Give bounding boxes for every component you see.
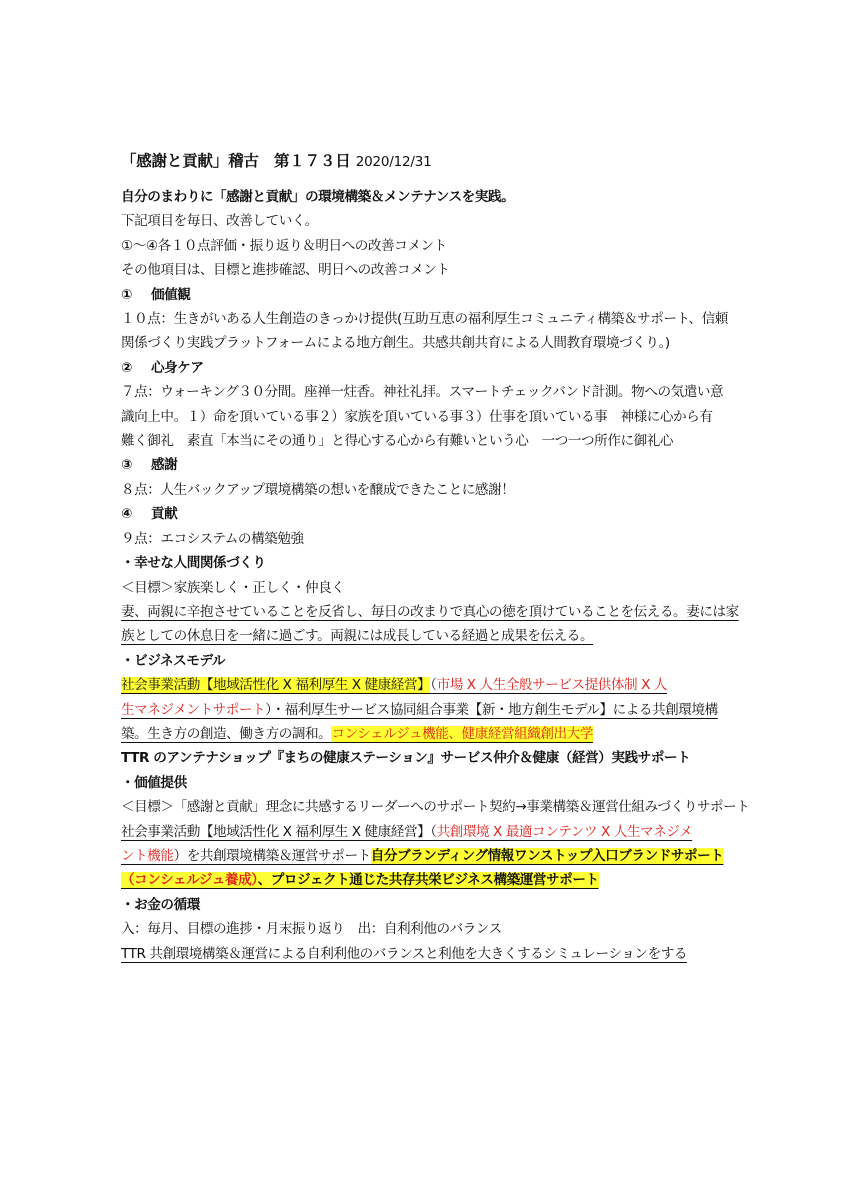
- relations-goal: ＜目標＞家族楽しく・正しく・仲良く: [121, 579, 345, 596]
- value-line-1: [121, 820, 733, 844]
- value-text-1: 社会事業活動【地域活性化 X 福利厚生 X 健康経営】（: [121, 823, 437, 840]
- relations-text-1: 妻、両親に辛抱させていることを反省し、毎日の改まりで真心の徳を頂けていることを伝える。妻には家: [121, 603, 739, 620]
- title-date: 2020/12/31: [355, 154, 432, 170]
- value-line-3: [121, 868, 733, 892]
- section-2-text-1: ７点：ウォーキング３０分間。座禅一炷香。神社礼拝。スマートチェックバンド計測。物への気遣い意: [121, 384, 724, 401]
- value-highlight-3: 、プロジェクト通じた共存共栄ビジネス構築運営サポート: [257, 872, 599, 889]
- section-2-heading: [121, 356, 733, 380]
- section-1-text-2: 関係づくり実践プラットフォームによる地方創生。共感共創共育による人間教育環境づくり。): [121, 335, 670, 352]
- section-3-number: ③: [121, 457, 133, 474]
- relations-heading: ・幸せな人間関係づくり: [121, 555, 266, 572]
- business-highlight-red-3: コンシェルジュ機能、健康経営組織創出大学: [331, 725, 593, 742]
- section-4-heading: [121, 502, 733, 526]
- section-1-heading: [121, 283, 733, 307]
- title-main: 「感謝と貢献」稽古 第１７３日: [121, 152, 351, 170]
- value-goal: ＜目標＞「感謝と貢献」理念に共感するリーダーへのサポート契約→事業構築＆運営仕組みづくりサポート: [121, 799, 750, 816]
- business-line-1: [121, 673, 733, 697]
- section-3-heading: [121, 453, 733, 477]
- section-2-title: 心身ケア: [151, 359, 204, 376]
- intro-line-1: 自分のまわりに「感謝と貢献」の環境構築＆メンテナンスを実践。: [121, 189, 515, 205]
- section-4-text-1: ９点：エコシステムの構築勉強: [121, 530, 304, 547]
- section-3-text-1: ８点：人生バックアップ環境構築の想いを醸成できたことに感謝！: [121, 481, 515, 498]
- value-red-2: ント機能: [121, 847, 174, 864]
- value-highlight-2: 自分ブランディング情報ワンストップ入口ブランドサポート: [370, 847, 724, 864]
- business-red-2: 生マネジメントサポート: [121, 701, 266, 718]
- relations-text-2: 族としての休息日を一緒に過ごす。両親には成長している経過と成果を伝える。: [121, 628, 594, 645]
- section-2-text-2: 識向上中。１）命を頂いている事２）家族を頂いている事３）仕事を頂いている事 神様に心から有: [121, 408, 713, 425]
- intro-line-3: ①～④各１０点評価・振り返り＆明日への改善コメント: [121, 237, 447, 254]
- section-1-title: 価値観: [151, 286, 191, 303]
- value-heading: ・価値提供: [121, 774, 187, 791]
- value-red-1: 共創環境 X 最適コンテンツ X 人生マネジメ: [436, 823, 693, 840]
- value-text-2: ）を共創環境構築＆運営サポート: [173, 847, 371, 864]
- business-line-2: [121, 698, 733, 722]
- intro-line-4: その他項目は、目標と進捗確認、明日への改善コメント: [121, 262, 450, 279]
- page-title: [121, 150, 733, 173]
- value-highlight-red-3: （コンシェルジュ養成）: [121, 872, 258, 889]
- business-text-2: ）・福利厚生サービス協同組合事業【新・地方創生モデル】による共創環境構: [265, 701, 718, 718]
- intro-line-2: 下記項目を毎日、改善していく。: [121, 213, 318, 230]
- section-3-title: 感謝: [151, 457, 178, 474]
- value-line-2: [121, 844, 733, 868]
- business-paren-open: （: [430, 677, 437, 694]
- money-text-2: TTR 共創環境構築＆運営による自利利他のバランスと利他を大きくするシミュレーションをする: [121, 945, 688, 962]
- business-text-3: 築。生き方の創造、働き方の調和。: [121, 725, 332, 742]
- money-heading: ・お金の循環: [121, 896, 200, 913]
- business-red-1: 市場 X 人生全般サービス提供体制 X 人: [436, 677, 667, 694]
- section-2-number: ②: [121, 359, 133, 376]
- section-4-title: 貢献: [151, 506, 178, 523]
- section-4-number: ④: [121, 506, 133, 523]
- business-line-3: [121, 722, 733, 746]
- business-heading: ・ビジネスモデル: [121, 652, 226, 669]
- section-1-number: ①: [121, 286, 133, 303]
- business-line-4: TTR のアンテナショップ『まちの健康ステーション』サービス仲介＆健康（経営）実践サポート: [121, 750, 691, 767]
- business-highlight-1: 社会事業活動【地域活性化 X 福利厚生 X 健康経営】: [121, 677, 431, 694]
- section-1-text-1: １０点：生きがいある人生創造のきっかけ提供(互助互恵の福利厚生コミュニティ構築＆サポート、信頼: [121, 311, 728, 328]
- section-2-text-3: 難く御礼 素直「本当にその通り」と得心する心から有難いという心 一つ一つ所作に御礼心: [121, 433, 674, 450]
- money-text-1: 入：毎月、目標の進捗・月末振り返り 出：自利利他のバランス: [121, 921, 502, 938]
- document-page: [121, 150, 750, 966]
